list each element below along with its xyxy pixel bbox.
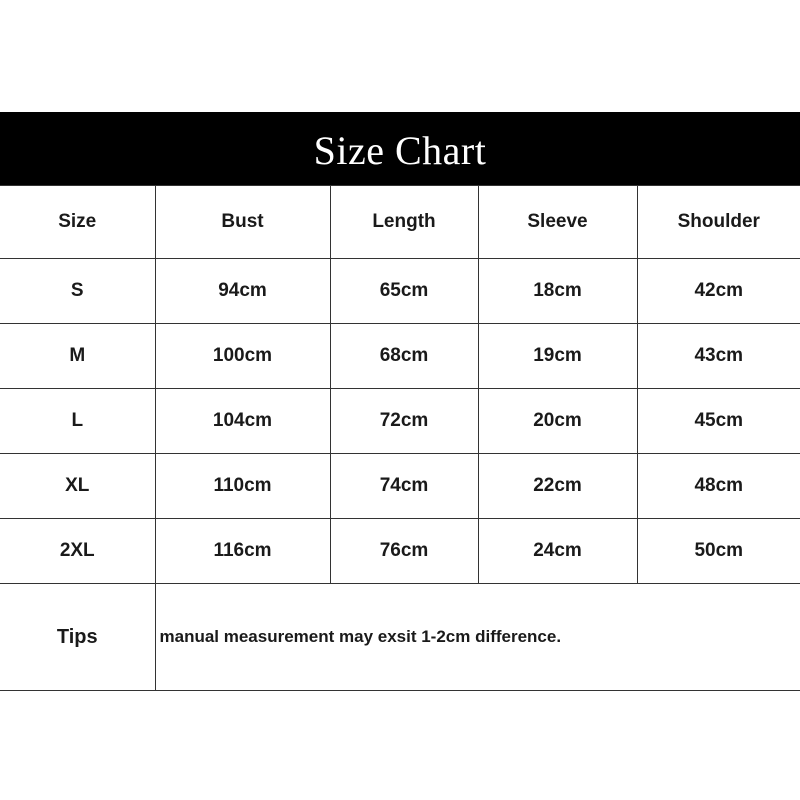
cell-size: M [0,324,155,389]
cell-bust: 100cm [155,324,330,389]
table-row [0,454,800,519]
cell-sleeve: 22cm [478,454,637,519]
table-row [0,389,800,454]
header-size: Size [0,186,155,259]
cell-size: 2XL [0,519,155,584]
page-title: Size Chart [313,127,487,173]
tips-row [0,584,800,691]
header-bust: Bust [155,186,330,259]
cell-size: S [0,259,155,324]
header-row [0,186,800,259]
table-row [0,519,800,584]
cell-shoulder: 45cm [637,389,800,454]
tips-label: Tips [0,584,155,691]
title-bar [0,112,800,185]
cell-length: 68cm [330,324,478,389]
header-sleeve: Sleeve [478,186,637,259]
cell-bust: 116cm [155,519,330,584]
tips-text: manual measurement may exsit 1-2cm difference. [155,584,800,691]
cell-length: 74cm [330,454,478,519]
header-shoulder: Shoulder [637,186,800,259]
table-row [0,259,800,324]
cell-size: L [0,389,155,454]
cell-bust: 104cm [155,389,330,454]
cell-shoulder: 43cm [637,324,800,389]
cell-bust: 94cm [155,259,330,324]
cell-sleeve: 24cm [478,519,637,584]
cell-size: XL [0,454,155,519]
size-table [0,185,800,691]
header-length: Length [330,186,478,259]
cell-sleeve: 19cm [478,324,637,389]
cell-sleeve: 18cm [478,259,637,324]
cell-sleeve: 20cm [478,389,637,454]
cell-shoulder: 48cm [637,454,800,519]
cell-shoulder: 50cm [637,519,800,584]
table-row [0,324,800,389]
cell-length: 72cm [330,389,478,454]
cell-shoulder: 42cm [637,259,800,324]
cell-bust: 110cm [155,454,330,519]
cell-length: 76cm [330,519,478,584]
cell-length: 65cm [330,259,478,324]
